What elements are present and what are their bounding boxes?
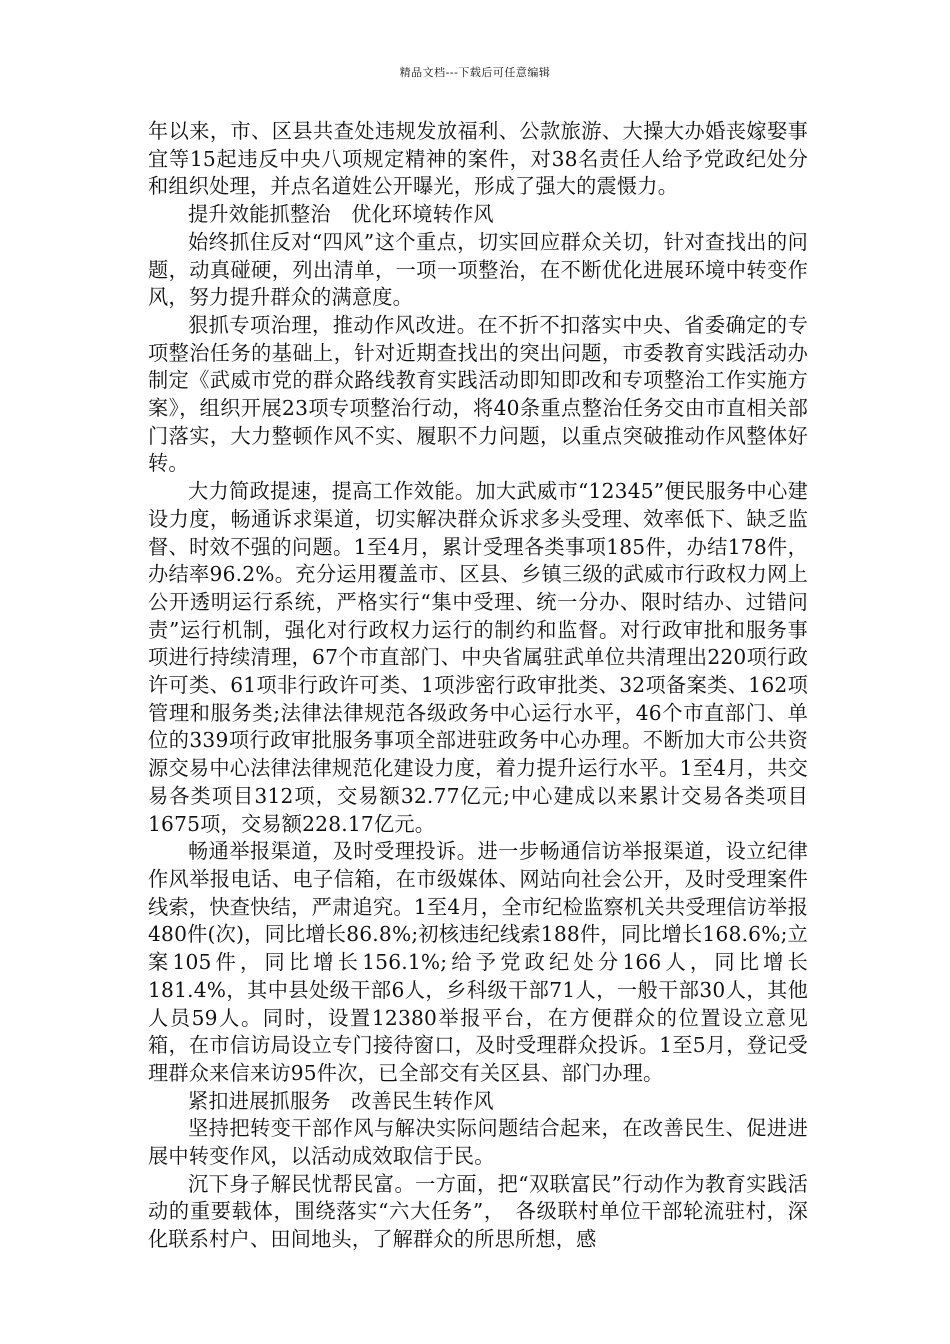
paragraph: 大力简政提速，提高工作效能。加大武威市“12345”便民服务中心建设力度，畅通诉求渠道，切实解决群众诉求多头受理、效率低下、缺乏监督、时效不强的问题。1至4月，累计受理各类事项185件，办结178件，办结率96.2%。充分运用覆盖市、区县、乡镇三级的武威市行政权力网上公开透明运行系统，严格实行“集中受理、统一分办、限时结办、过错问责”运行机制，强化对行政权力运行的制约和监督。对行政审批和服务事项进行持续清理，67个市直部门、中央省属驻武单位共清理出220项行政许可类、61项非行政许可类、1项涉密行政审批类、32项备案类、162项管理和服务类;法律法律规范各级政务中心运行水平，46个市直部门、单位的339项行政审批服务事项全部进驻政务中心办理。不断加大市公共资源交易中心法律法律规范化建设力度，着力提升运行水平。1至4月，共交易各类项目312项，交易额32.77亿元;中心建成以来累计交易各类项目1675项，交易额228.17亿元。 [148, 479, 808, 836]
document-body [148, 118, 808, 1254]
paragraph: 沉下身子解民忧帮民富。一方面，把“双联富民”行动作为教育实践活动的重要载体，围绕落实“六大任务”， 各级联村单位干部轮流驻村，深化联系村户、田间地头，了解群众的所思所想，感 [148, 1171, 808, 1252]
paragraph: 坚持把转变干部作风与解决实际问题结合起来，在改善民生、促进进展中转变作风，以活动成效取信于民。 [148, 1116, 808, 1169]
section-heading: 提升效能抓整治 优化环境转作风 [188, 202, 494, 227]
paragraph-continuation: 年以来，市、区县共查处违规发放福利、公款旅游、大操大办婚丧嫁娶事宜等15起违反中央八项规定精神的案件，对38名责任人给予党政纪处分和组织处理，并点名道姓公开曝光，形成了强大的震慑力。 [148, 119, 808, 199]
paragraph: 始终抓住反对“四风”这个重点，切实回应群众关切，针对查找出的问题，动真碰硬，列出清单，一项一项整治，在不断优化进展环境中转变作风，努力提升群众的满意度。 [148, 229, 808, 310]
paragraph: 畅通举报渠道，及时受理投诉。进一步畅通信访举报渠道，设立纪律作风举报电话、电子信箱，在市级媒体、网站向社会公开，及时受理案件线索，快查快结，严肃追究。1至4月，全市纪检监察机关共受理信访举报480件(次)，同比增长86.8%;初核违纪线索188件，同比增长168.6%;立案105件，同比增长156.1%;给予党政纪处分166人，同比增长181.4%，其中县处级干部6人，乡科级干部71人，一般干部30人，其他人员59人。同时，设置12380举报平台，在方便群众的位置设立意见箱，在市信访局设立专门接待窗口，及时受理群众投诉。1至5月，登记受理群众来信来访95件次，已全部交有关区县、部门办理。 [148, 839, 808, 1085]
section-heading: 紧扣进展抓服务 改善民生转作风 [188, 1088, 494, 1113]
paragraph: 狠抓专项治理，推动作风改进。在不折不扣落实中央、省委确定的专项整治任务的基础上，针对近期查找出的突出问题，市委教育实践活动办制定《武威市党的群众路线教育实践活动即知即改和专项整治工作实施方案》，组织开展23项专项整治行动，将40条重点整治任务交由市直相关部门落实，大力整顿作风不实、履职不力问题，以重点突破推动作风整体好转。 [148, 312, 808, 476]
page-header: 精品文档---下载后可任意编辑 [399, 66, 551, 79]
